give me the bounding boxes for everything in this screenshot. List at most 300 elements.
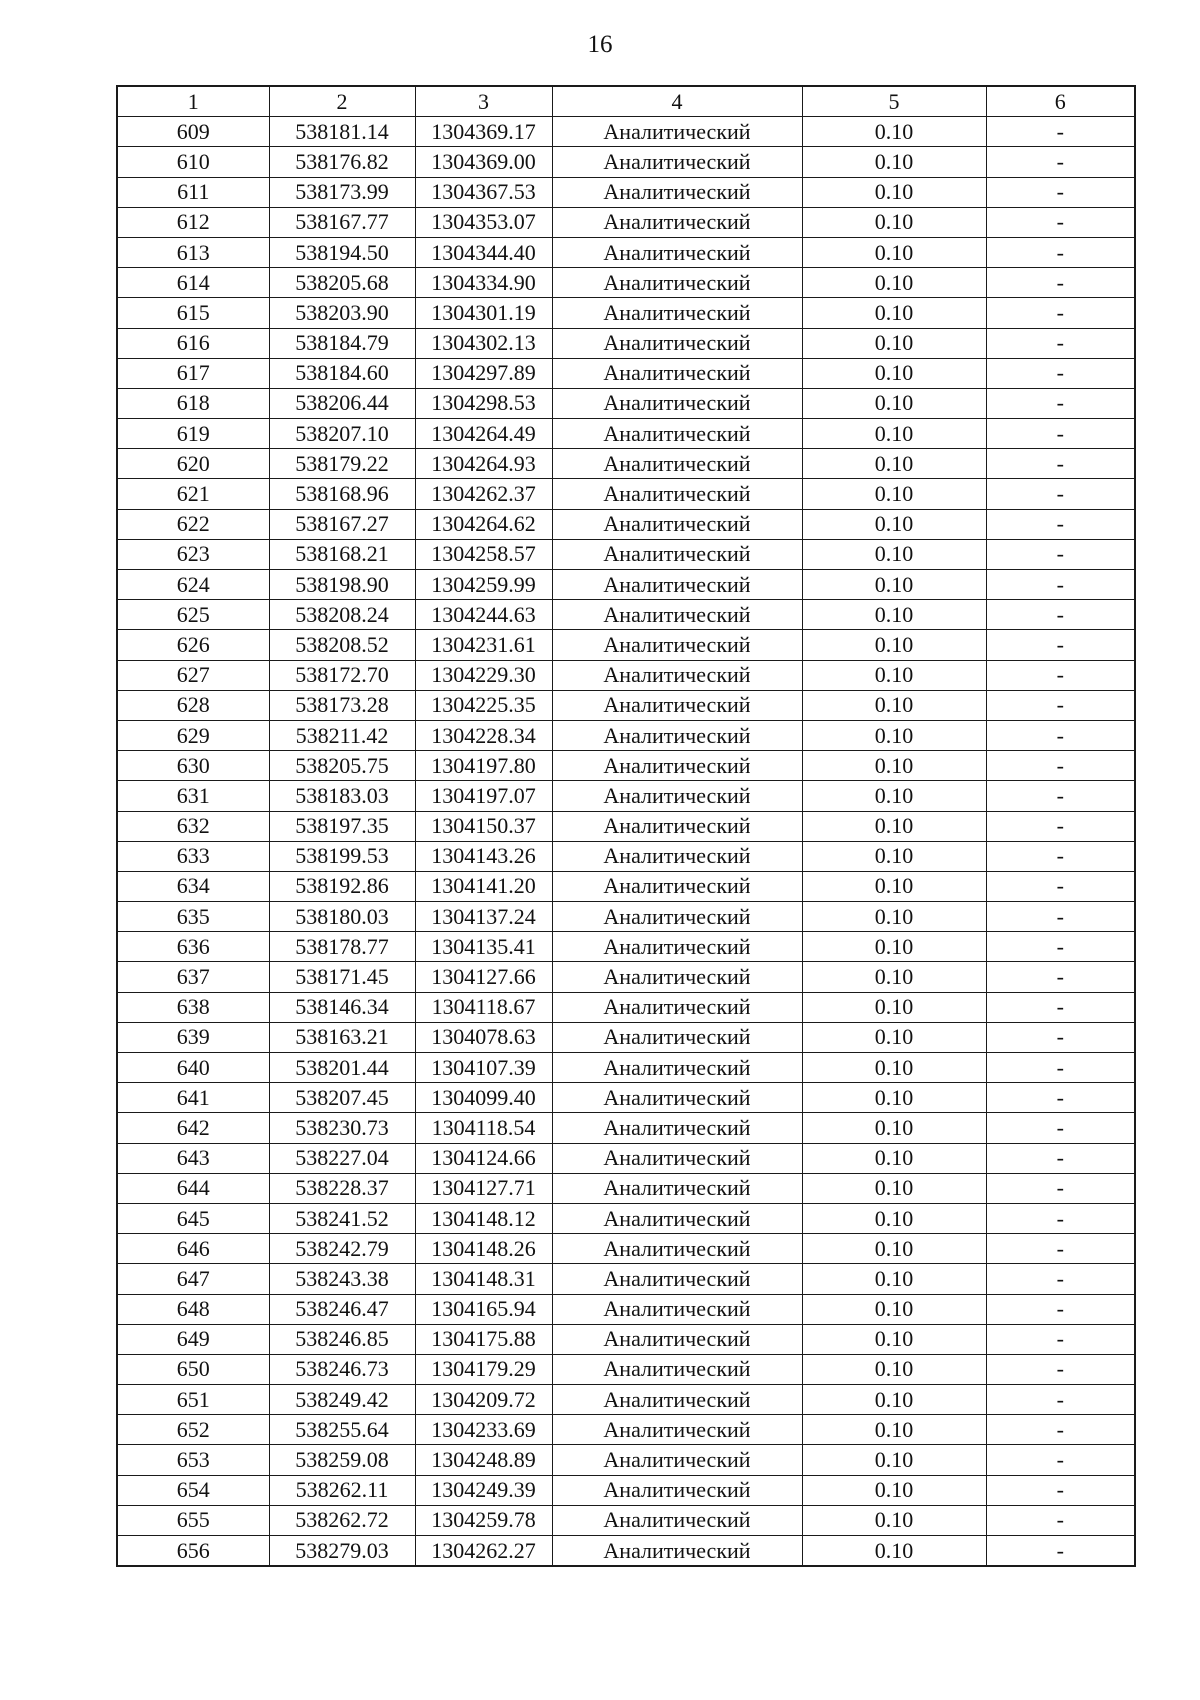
cell-coordinate-x: 538208.52 xyxy=(269,630,415,660)
cell-coordinate-y: 1304107.39 xyxy=(415,1053,552,1083)
table-row xyxy=(117,1203,1135,1233)
cell-coordinate-y: 1304258.57 xyxy=(415,539,552,569)
cell-note: - xyxy=(986,539,1135,569)
cell-note: - xyxy=(986,1294,1135,1324)
cell-coordinate-x: 538211.42 xyxy=(269,720,415,750)
cell-point-number: 640 xyxy=(117,1053,269,1083)
cell-point-number: 646 xyxy=(117,1234,269,1264)
cell-point-number: 614 xyxy=(117,268,269,298)
table-row xyxy=(117,1324,1135,1354)
cell-coordinate-x: 538197.35 xyxy=(269,811,415,841)
cell-coordinate-x: 538208.24 xyxy=(269,600,415,630)
cell-accuracy: 0.10 xyxy=(802,1203,986,1233)
table-row xyxy=(117,268,1135,298)
cell-coordinate-x: 538184.60 xyxy=(269,358,415,388)
cell-point-number: 636 xyxy=(117,932,269,962)
cell-coordinate-y: 1304179.29 xyxy=(415,1354,552,1384)
cell-note: - xyxy=(986,630,1135,660)
cell-coordinate-y: 1304124.66 xyxy=(415,1143,552,1173)
cell-method: Аналитический xyxy=(552,600,802,630)
cell-note: - xyxy=(986,751,1135,781)
table-row xyxy=(117,1143,1135,1173)
table-row xyxy=(117,1536,1135,1567)
cell-method: Аналитический xyxy=(552,1536,802,1567)
cell-point-number: 635 xyxy=(117,902,269,932)
table-row xyxy=(117,479,1135,509)
cell-coordinate-y: 1304353.07 xyxy=(415,207,552,237)
cell-accuracy: 0.10 xyxy=(802,419,986,449)
table-row xyxy=(117,298,1135,328)
cell-coordinate-y: 1304264.62 xyxy=(415,509,552,539)
cell-point-number: 643 xyxy=(117,1143,269,1173)
cell-note: - xyxy=(986,449,1135,479)
cell-coordinate-x: 538246.85 xyxy=(269,1324,415,1354)
cell-method: Аналитический xyxy=(552,509,802,539)
cell-method: Аналитический xyxy=(552,1324,802,1354)
cell-point-number: 618 xyxy=(117,388,269,418)
cell-coordinate-y: 1304225.35 xyxy=(415,690,552,720)
cell-coordinate-y: 1304244.63 xyxy=(415,600,552,630)
cell-coordinate-x: 538227.04 xyxy=(269,1143,415,1173)
cell-coordinate-y: 1304369.17 xyxy=(415,117,552,147)
cell-accuracy: 0.10 xyxy=(802,268,986,298)
cell-coordinate-x: 538242.79 xyxy=(269,1234,415,1264)
cell-coordinate-y: 1304135.41 xyxy=(415,932,552,962)
cell-note: - xyxy=(986,720,1135,750)
column-header: 2 xyxy=(269,86,415,117)
cell-method: Аналитический xyxy=(552,1385,802,1415)
cell-coordinate-y: 1304143.26 xyxy=(415,841,552,871)
cell-accuracy: 0.10 xyxy=(802,962,986,992)
cell-coordinate-x: 538163.21 xyxy=(269,1022,415,1052)
cell-method: Аналитический xyxy=(552,932,802,962)
cell-note: - xyxy=(986,177,1135,207)
cell-point-number: 615 xyxy=(117,298,269,328)
cell-coordinate-x: 538171.45 xyxy=(269,962,415,992)
cell-accuracy: 0.10 xyxy=(802,479,986,509)
cell-accuracy: 0.10 xyxy=(802,630,986,660)
cell-coordinate-x: 538168.96 xyxy=(269,479,415,509)
table-row xyxy=(117,1415,1135,1445)
cell-method: Аналитический xyxy=(552,1234,802,1264)
cell-coordinate-x: 538243.38 xyxy=(269,1264,415,1294)
cell-method: Аналитический xyxy=(552,690,802,720)
cell-method: Аналитический xyxy=(552,660,802,690)
cell-method: Аналитический xyxy=(552,992,802,1022)
cell-point-number: 621 xyxy=(117,479,269,509)
cell-coordinate-x: 538246.73 xyxy=(269,1354,415,1384)
cell-method: Аналитический xyxy=(552,1022,802,1052)
cell-note: - xyxy=(986,1022,1135,1052)
cell-coordinate-x: 538194.50 xyxy=(269,237,415,267)
cell-method: Аналитический xyxy=(552,1445,802,1475)
cell-method: Аналитический xyxy=(552,1505,802,1535)
cell-method: Аналитический xyxy=(552,871,802,901)
cell-point-number: 626 xyxy=(117,630,269,660)
table-row xyxy=(117,630,1135,660)
cell-accuracy: 0.10 xyxy=(802,811,986,841)
cell-coordinate-y: 1304165.94 xyxy=(415,1294,552,1324)
table-row xyxy=(117,1294,1135,1324)
cell-accuracy: 0.10 xyxy=(802,449,986,479)
cell-note: - xyxy=(986,841,1135,871)
cell-method: Аналитический xyxy=(552,388,802,418)
table-row xyxy=(117,1385,1135,1415)
cell-accuracy: 0.10 xyxy=(802,781,986,811)
table-row xyxy=(117,1113,1135,1143)
cell-accuracy: 0.10 xyxy=(802,1294,986,1324)
cell-accuracy: 0.10 xyxy=(802,237,986,267)
cell-note: - xyxy=(986,237,1135,267)
cell-note: - xyxy=(986,328,1135,358)
table-row xyxy=(117,992,1135,1022)
cell-point-number: 609 xyxy=(117,117,269,147)
cell-point-number: 630 xyxy=(117,751,269,781)
cell-coordinate-y: 1304150.37 xyxy=(415,811,552,841)
cell-coordinate-x: 538262.72 xyxy=(269,1505,415,1535)
cell-accuracy: 0.10 xyxy=(802,388,986,418)
cell-coordinate-y: 1304231.61 xyxy=(415,630,552,660)
cell-accuracy: 0.10 xyxy=(802,177,986,207)
cell-point-number: 641 xyxy=(117,1083,269,1113)
cell-accuracy: 0.10 xyxy=(802,147,986,177)
cell-point-number: 634 xyxy=(117,871,269,901)
table-row xyxy=(117,539,1135,569)
cell-coordinate-y: 1304148.31 xyxy=(415,1264,552,1294)
cell-point-number: 617 xyxy=(117,358,269,388)
cell-note: - xyxy=(986,1415,1135,1445)
cell-method: Аналитический xyxy=(552,539,802,569)
cell-method: Аналитический xyxy=(552,328,802,358)
cell-point-number: 649 xyxy=(117,1324,269,1354)
table-row xyxy=(117,570,1135,600)
cell-coordinate-y: 1304262.27 xyxy=(415,1536,552,1567)
cell-accuracy: 0.10 xyxy=(802,328,986,358)
cell-coordinate-y: 1304344.40 xyxy=(415,237,552,267)
coordinates-table xyxy=(116,85,1136,1567)
cell-coordinate-y: 1304078.63 xyxy=(415,1022,552,1052)
cell-point-number: 638 xyxy=(117,992,269,1022)
cell-accuracy: 0.10 xyxy=(802,509,986,539)
cell-point-number: 647 xyxy=(117,1264,269,1294)
cell-note: - xyxy=(986,1264,1135,1294)
cell-method: Аналитический xyxy=(552,1294,802,1324)
table-body xyxy=(117,117,1135,1567)
cell-accuracy: 0.10 xyxy=(802,1022,986,1052)
cell-method: Аналитический xyxy=(552,1083,802,1113)
cell-note: - xyxy=(986,1354,1135,1384)
cell-accuracy: 0.10 xyxy=(802,1354,986,1384)
cell-point-number: 633 xyxy=(117,841,269,871)
cell-note: - xyxy=(986,1234,1135,1264)
cell-point-number: 611 xyxy=(117,177,269,207)
cell-note: - xyxy=(986,871,1135,901)
cell-coordinate-y: 1304369.00 xyxy=(415,147,552,177)
cell-accuracy: 0.10 xyxy=(802,871,986,901)
cell-coordinate-x: 538201.44 xyxy=(269,1053,415,1083)
cell-note: - xyxy=(986,932,1135,962)
column-header: 3 xyxy=(415,86,552,117)
cell-coordinate-y: 1304099.40 xyxy=(415,1083,552,1113)
cell-method: Аналитический xyxy=(552,1173,802,1203)
cell-note: - xyxy=(986,1113,1135,1143)
cell-coordinate-x: 538178.77 xyxy=(269,932,415,962)
cell-note: - xyxy=(986,268,1135,298)
cell-method: Аналитический xyxy=(552,781,802,811)
table-row xyxy=(117,690,1135,720)
cell-coordinate-y: 1304209.72 xyxy=(415,1385,552,1415)
cell-accuracy: 0.10 xyxy=(802,1143,986,1173)
table-row xyxy=(117,358,1135,388)
cell-note: - xyxy=(986,1143,1135,1173)
cell-note: - xyxy=(986,147,1135,177)
table-row xyxy=(117,1445,1135,1475)
cell-note: - xyxy=(986,509,1135,539)
cell-method: Аналитический xyxy=(552,449,802,479)
cell-point-number: 627 xyxy=(117,660,269,690)
cell-method: Аналитический xyxy=(552,207,802,237)
cell-note: - xyxy=(986,479,1135,509)
cell-point-number: 651 xyxy=(117,1385,269,1415)
cell-note: - xyxy=(986,1053,1135,1083)
cell-coordinate-y: 1304228.34 xyxy=(415,720,552,750)
cell-method: Аналитический xyxy=(552,298,802,328)
cell-method: Аналитический xyxy=(552,902,802,932)
cell-point-number: 628 xyxy=(117,690,269,720)
cell-method: Аналитический xyxy=(552,117,802,147)
cell-coordinate-y: 1304141.20 xyxy=(415,871,552,901)
cell-method: Аналитический xyxy=(552,237,802,267)
table-row xyxy=(117,207,1135,237)
cell-point-number: 642 xyxy=(117,1113,269,1143)
cell-point-number: 624 xyxy=(117,570,269,600)
cell-coordinate-x: 538199.53 xyxy=(269,841,415,871)
cell-note: - xyxy=(986,992,1135,1022)
cell-method: Аналитический xyxy=(552,419,802,449)
cell-note: - xyxy=(986,207,1135,237)
cell-method: Аналитический xyxy=(552,841,802,871)
cell-coordinate-y: 1304367.53 xyxy=(415,177,552,207)
cell-coordinate-y: 1304229.30 xyxy=(415,660,552,690)
cell-accuracy: 0.10 xyxy=(802,1385,986,1415)
cell-coordinate-y: 1304127.71 xyxy=(415,1173,552,1203)
cell-point-number: 616 xyxy=(117,328,269,358)
cell-coordinate-x: 538167.27 xyxy=(269,509,415,539)
cell-point-number: 653 xyxy=(117,1445,269,1475)
cell-method: Аналитический xyxy=(552,1475,802,1505)
cell-note: - xyxy=(986,358,1135,388)
cell-coordinate-x: 538179.22 xyxy=(269,449,415,479)
cell-method: Аналитический xyxy=(552,751,802,781)
cell-point-number: 644 xyxy=(117,1173,269,1203)
cell-coordinate-x: 538173.28 xyxy=(269,690,415,720)
cell-coordinate-x: 538249.42 xyxy=(269,1385,415,1415)
cell-accuracy: 0.10 xyxy=(802,600,986,630)
cell-accuracy: 0.10 xyxy=(802,1475,986,1505)
cell-coordinate-y: 1304264.49 xyxy=(415,419,552,449)
cell-accuracy: 0.10 xyxy=(802,1053,986,1083)
cell-point-number: 656 xyxy=(117,1536,269,1567)
cell-point-number: 625 xyxy=(117,600,269,630)
cell-coordinate-x: 538181.14 xyxy=(269,117,415,147)
cell-coordinate-y: 1304127.66 xyxy=(415,962,552,992)
table-row xyxy=(117,1264,1135,1294)
column-header: 6 xyxy=(986,86,1135,117)
cell-coordinate-y: 1304118.54 xyxy=(415,1113,552,1143)
cell-accuracy: 0.10 xyxy=(802,902,986,932)
cell-method: Аналитический xyxy=(552,720,802,750)
table-row xyxy=(117,1173,1135,1203)
cell-coordinate-x: 538205.75 xyxy=(269,751,415,781)
cell-accuracy: 0.10 xyxy=(802,690,986,720)
cell-coordinate-y: 1304259.78 xyxy=(415,1505,552,1535)
cell-accuracy: 0.10 xyxy=(802,1113,986,1143)
cell-point-number: 650 xyxy=(117,1354,269,1384)
cell-point-number: 648 xyxy=(117,1294,269,1324)
cell-coordinate-x: 538168.21 xyxy=(269,539,415,569)
cell-coordinate-y: 1304259.99 xyxy=(415,570,552,600)
cell-accuracy: 0.10 xyxy=(802,207,986,237)
cell-method: Аналитический xyxy=(552,1113,802,1143)
cell-coordinate-x: 538176.82 xyxy=(269,147,415,177)
cell-method: Аналитический xyxy=(552,1264,802,1294)
table-row xyxy=(117,1234,1135,1264)
cell-coordinate-x: 538255.64 xyxy=(269,1415,415,1445)
table-row xyxy=(117,328,1135,358)
cell-accuracy: 0.10 xyxy=(802,1324,986,1354)
table-row xyxy=(117,962,1135,992)
cell-method: Аналитический xyxy=(552,1143,802,1173)
cell-coordinate-x: 538203.90 xyxy=(269,298,415,328)
cell-accuracy: 0.10 xyxy=(802,117,986,147)
cell-note: - xyxy=(986,781,1135,811)
cell-coordinate-x: 538262.11 xyxy=(269,1475,415,1505)
cell-coordinate-y: 1304334.90 xyxy=(415,268,552,298)
cell-point-number: 620 xyxy=(117,449,269,479)
table-row xyxy=(117,147,1135,177)
cell-note: - xyxy=(986,1203,1135,1233)
cell-method: Аналитический xyxy=(552,1354,802,1384)
cell-coordinate-x: 538184.79 xyxy=(269,328,415,358)
table-row xyxy=(117,932,1135,962)
table-row xyxy=(117,600,1135,630)
cell-note: - xyxy=(986,117,1135,147)
cell-accuracy: 0.10 xyxy=(802,1536,986,1567)
cell-note: - xyxy=(986,690,1135,720)
cell-coordinate-x: 538167.77 xyxy=(269,207,415,237)
cell-coordinate-y: 1304248.89 xyxy=(415,1445,552,1475)
table-row xyxy=(117,720,1135,750)
cell-method: Аналитический xyxy=(552,268,802,298)
cell-note: - xyxy=(986,1324,1135,1354)
table-row xyxy=(117,419,1135,449)
cell-accuracy: 0.10 xyxy=(802,1234,986,1264)
cell-note: - xyxy=(986,419,1135,449)
table-row xyxy=(117,1475,1135,1505)
cell-note: - xyxy=(986,660,1135,690)
cell-method: Аналитический xyxy=(552,147,802,177)
table-row xyxy=(117,449,1135,479)
cell-coordinate-x: 538279.03 xyxy=(269,1536,415,1567)
cell-method: Аналитический xyxy=(552,358,802,388)
table-row xyxy=(117,902,1135,932)
cell-coordinate-y: 1304301.19 xyxy=(415,298,552,328)
cell-coordinate-x: 538207.45 xyxy=(269,1083,415,1113)
cell-point-number: 652 xyxy=(117,1415,269,1445)
cell-coordinate-x: 538146.34 xyxy=(269,992,415,1022)
cell-note: - xyxy=(986,298,1135,328)
cell-accuracy: 0.10 xyxy=(802,1083,986,1113)
cell-method: Аналитический xyxy=(552,1053,802,1083)
table-row xyxy=(117,751,1135,781)
table-row xyxy=(117,237,1135,267)
cell-method: Аналитический xyxy=(552,811,802,841)
cell-accuracy: 0.10 xyxy=(802,660,986,690)
cell-coordinate-x: 538228.37 xyxy=(269,1173,415,1203)
cell-method: Аналитический xyxy=(552,630,802,660)
cell-coordinate-y: 1304262.37 xyxy=(415,479,552,509)
cell-method: Аналитический xyxy=(552,962,802,992)
table-row xyxy=(117,811,1135,841)
cell-note: - xyxy=(986,1173,1135,1203)
cell-coordinate-y: 1304197.07 xyxy=(415,781,552,811)
cell-coordinate-y: 1304302.13 xyxy=(415,328,552,358)
table-row xyxy=(117,388,1135,418)
cell-coordinate-x: 538173.99 xyxy=(269,177,415,207)
cell-note: - xyxy=(986,811,1135,841)
cell-coordinate-x: 538192.86 xyxy=(269,871,415,901)
cell-coordinate-y: 1304297.89 xyxy=(415,358,552,388)
cell-point-number: 639 xyxy=(117,1022,269,1052)
cell-point-number: 612 xyxy=(117,207,269,237)
cell-coordinate-y: 1304148.12 xyxy=(415,1203,552,1233)
cell-coordinate-y: 1304264.93 xyxy=(415,449,552,479)
cell-accuracy: 0.10 xyxy=(802,932,986,962)
cell-accuracy: 0.10 xyxy=(802,751,986,781)
cell-accuracy: 0.10 xyxy=(802,1415,986,1445)
cell-point-number: 629 xyxy=(117,720,269,750)
table-row xyxy=(117,841,1135,871)
table-row xyxy=(117,509,1135,539)
cell-note: - xyxy=(986,388,1135,418)
cell-point-number: 619 xyxy=(117,419,269,449)
cell-coordinate-y: 1304249.39 xyxy=(415,1475,552,1505)
table-row xyxy=(117,660,1135,690)
cell-coordinate-y: 1304118.67 xyxy=(415,992,552,1022)
cell-point-number: 613 xyxy=(117,237,269,267)
column-header: 5 xyxy=(802,86,986,117)
table-row xyxy=(117,177,1135,207)
cell-note: - xyxy=(986,1505,1135,1535)
table-row xyxy=(117,1083,1135,1113)
cell-point-number: 645 xyxy=(117,1203,269,1233)
cell-coordinate-x: 538206.44 xyxy=(269,388,415,418)
cell-accuracy: 0.10 xyxy=(802,570,986,600)
table-row xyxy=(117,781,1135,811)
cell-coordinate-x: 538207.10 xyxy=(269,419,415,449)
cell-method: Аналитический xyxy=(552,1203,802,1233)
cell-method: Аналитический xyxy=(552,570,802,600)
cell-point-number: 623 xyxy=(117,539,269,569)
cell-method: Аналитический xyxy=(552,1415,802,1445)
cell-note: - xyxy=(986,570,1135,600)
cell-accuracy: 0.10 xyxy=(802,1505,986,1535)
column-header: 4 xyxy=(552,86,802,117)
cell-note: - xyxy=(986,1445,1135,1475)
table-row xyxy=(117,1053,1135,1083)
cell-accuracy: 0.10 xyxy=(802,841,986,871)
cell-note: - xyxy=(986,600,1135,630)
